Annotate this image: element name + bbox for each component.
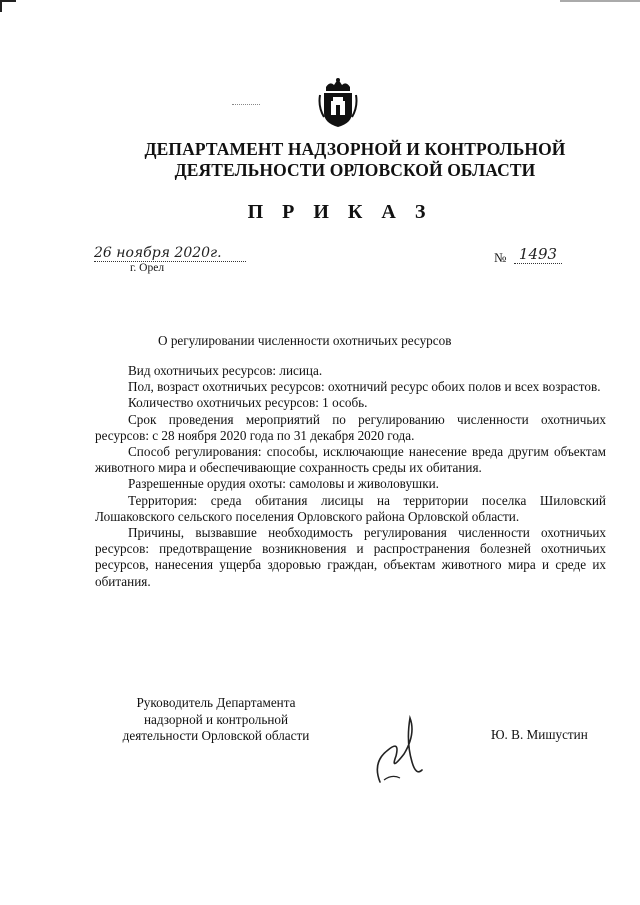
scan-speck [232,104,260,107]
position-line-1: Руководитель Департамента [136,695,296,710]
paragraph-species: Вид охотничьих ресурсов: лисица. [128,363,323,378]
signatory-position [96,695,336,745]
order-number: 1493 [514,245,562,264]
order-body [95,363,606,590]
order-date: 26 ноября 2020г. [94,245,246,262]
paragraph-tools: Разрешенные орудия охоты: самоловы и живоловушки. [128,476,439,492]
paragraph-territory: Территория: среда обитания лисицы на территории поселка Шиловский Лошаковского сельского поселения Орловского района Орловской области. [95,492,606,524]
paragraph-method: Способ регулирования: способы, исключающие нанесение вреда другим объектам животного мира и обеспечивающие сохранность среды их обитания. [95,444,606,476]
order-number-label: № [494,250,507,265]
order-city: г. Орел [130,262,165,274]
department-title-line-1: ДЕПАРТАМЕНТ НАДЗОРНОЙ И КОНТРОЛЬНОЙ [144,139,566,159]
order-title: П Р И К А З [247,201,433,223]
paragraph-quantity: Количество охотничьих ресурсов: 1 особь. [128,395,368,411]
paragraph-reasons: Причины, вызвавшие необходимость регулирования численности охотничьих ресурсов: предотвращение возникновения и распространения болезней охотничьих ресурсов, нанесения ущерба здоровью граждан, объектам животного мира и среде их обитания. [95,525,606,589]
position-line-2: надзорной и контрольной [143,711,289,727]
department-title-line-2: ДЕЯТЕЛЬНОСТИ ОРЛОВСКОЙ ОБЛАСТИ [174,160,536,180]
paragraph-period: Срок проведения мероприятий по регулированию численности охотничьих ресурсов: с 28 ноября 2020 года по 31 декабря 2020 года. [95,411,606,443]
scan-edge-line [560,0,640,2]
paragraph-sex-age: Пол, возраст охотничьих ресурсов: охотничий ресурс обоих полов и всех возрастов. [128,379,601,395]
signatory-name: Ю. В. Мишустин [491,727,588,742]
signature-icon [370,712,430,784]
coat-of-arms-icon [318,73,358,129]
department-title [110,139,600,181]
order-subject: О регулировании численности охотничьих ресурсов [158,333,452,348]
scan-corner-mark [0,0,16,12]
position-line-3: деятельности Орловской области [122,728,310,743]
